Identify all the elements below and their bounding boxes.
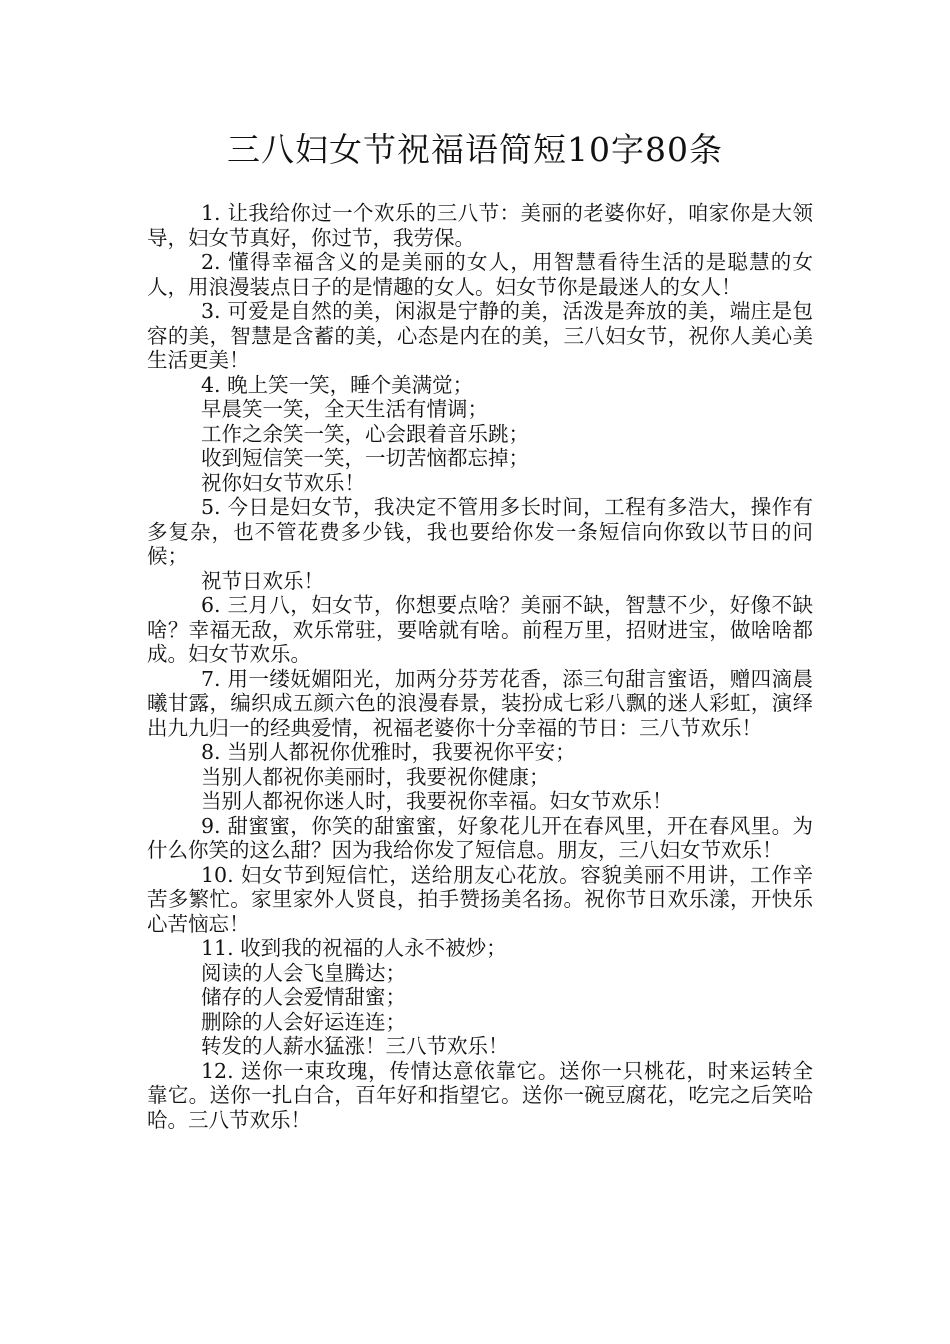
paragraph-8-line-3: 当别人都祝你迷人时，我要祝你幸福。妇女节欢乐！ bbox=[201, 789, 673, 813]
document-body bbox=[147, 201, 813, 1132]
paragraph-11-line-2: 阅读的人会飞皇腾达； bbox=[201, 960, 406, 985]
paragraph-4-line-5: 祝你妇女节欢乐！ bbox=[201, 470, 365, 495]
document-title: 三八妇女节祝福语简短10字80条 bbox=[227, 130, 723, 169]
paragraph-4: 4. 晚上笑一笑，睡个美满觉； bbox=[201, 372, 474, 397]
paragraph-12: 12. 送你一束玫瑰，传情达意依靠它。送你一只桃花，时来运转全靠它。送你一扎白合，百年好和指望它。送你一碗豆腐花，吃完之后笑哈哈。三八节欢乐！ bbox=[147, 1058, 813, 1132]
paragraph-11-line-5: 转发的人薪水猛涨！三八节欢乐！ bbox=[201, 1034, 509, 1058]
paragraph-5-line-2: 祝节日欢乐！ bbox=[201, 568, 324, 593]
paragraph-4-line-2: 早晨笑一笑，全天生活有情调； bbox=[201, 397, 488, 421]
paragraph-11-line-3: 储存的人会爱情甜蜜； bbox=[201, 985, 406, 1009]
paragraph-8: 8. 当别人都祝你优雅时，我要祝你平安； bbox=[201, 740, 576, 764]
paragraph-11: 11. 收到我的祝福的人永不被炒； bbox=[201, 936, 507, 960]
paragraph-9: 9. 甜蜜蜜，你笑的甜蜜蜜，好象花儿开在春风里，开在春风里。为什么你笑的这么甜？因为我给你发了短信息。朋友，三八妇女节欢乐！ bbox=[147, 813, 813, 862]
paragraph-2: 2. 懂得幸福含义的是美丽的女人，用智慧看待生活的是聪慧的女人，用浪漫装点日子的是情趣的女人。妇女节你是最迷人的女人！ bbox=[147, 250, 813, 299]
paragraph-8-line-2: 当别人都祝你美丽时，我要祝你健康； bbox=[201, 764, 550, 789]
paragraph-4-line-3: 工作之余笑一笑，心会跟着音乐跳； bbox=[201, 421, 529, 446]
paragraph-3: 3. 可爱是自然的美，闲淑是宁静的美，活泼是奔放的美，端庄是包容的美，智慧是含蓄的美，心态是内在的美，三八妇女节，祝你人美心美生活更美！ bbox=[147, 299, 813, 372]
paragraph-5: 5. 今日是妇女节，我决定不管用多长时间，工程有多浩大，操作有多复杂，也不管花费多少钱，我也要给你发一条短信向你致以节日的问候； bbox=[147, 495, 813, 568]
paragraph-7: 7. 用一缕妩媚阳光，加两分芬芳花香，添三句甜言蜜语，赠四滴晨曦甘露，编织成五颜六色的浪漫春景，装扮成七彩八飘的迷人彩虹，演绎出九九归一的经典爱情，祝福老婆你十分幸福的节日：三八节欢乐！ bbox=[147, 666, 813, 740]
paragraph-6: 6. 三月八，妇女节，你想要点啥？美丽不缺，智慧不少，好像不缺啥？幸福无敌，欢乐常驻，要啥就有啥。前程万里，招财进宝，做啥啥都成。妇女节欢乐。 bbox=[147, 593, 813, 666]
paragraph-11-line-4: 删除的人会好运连连； bbox=[201, 1009, 406, 1034]
paragraph-4-line-4: 收到短信笑一笑，一切苦恼都忘掉； bbox=[201, 446, 529, 470]
paragraph-1: 1. 让我给你过一个欢乐的三八节：美丽的老婆你好，咱家你是大领导，妇女节真好，你过节，我劳保。 bbox=[147, 201, 813, 250]
paragraph-10: 10. 妇女节到短信忙，送给朋友心花放。容貌美丽不用讲，工作辛苦多繁忙。家里家外人贤良，拍手赞扬美名扬。祝你节日欢乐漾，开快乐心苦恼忘！ bbox=[147, 862, 813, 936]
